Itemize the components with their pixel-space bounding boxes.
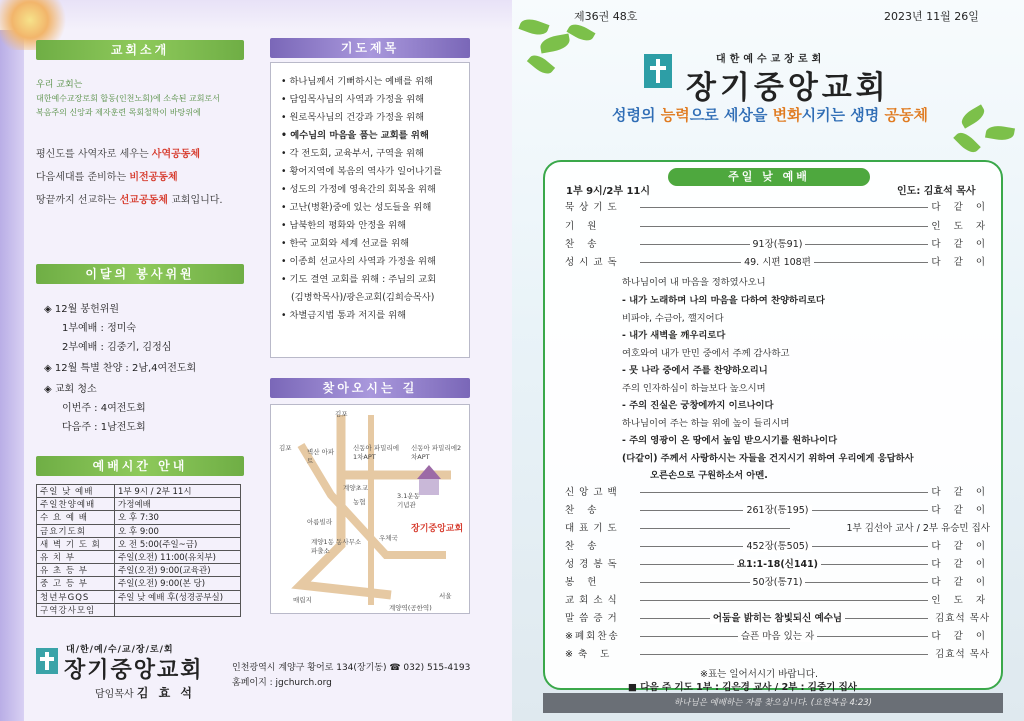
list-item: • 성도의 가정에 영육간의 회복을 위해 — [281, 184, 436, 195]
table-row: 주일찬양예배 가정예배 — [37, 498, 241, 511]
psalm-line: - 내가 새벽을 깨우리로다 — [622, 330, 726, 341]
footer-verse: 하나님은 예배하는 자를 찾으십니다. (요한복음 4:23) — [543, 693, 1003, 713]
order-row: 묵상기도 다 같 이 — [565, 202, 990, 213]
volume-number: 제36권 48호 — [574, 10, 638, 23]
list-item: • 하나님께서 기뻐하시는 예배를 위해 — [281, 76, 434, 87]
map-roads — [271, 405, 471, 615]
table-row: 유 치 부 주일(오전) 11:00(유치부) — [37, 550, 241, 563]
order-row: ※폐회찬송 슬픈 마음 있는 자 다 같 이 — [565, 631, 990, 642]
list-item: • 남북한의 평화와 안정을 위해 — [281, 220, 407, 231]
pastor-block: 담임목사 김 효 석 — [95, 686, 195, 700]
table-row: 새 벽 기 도 회 오 전 5:00(주일~금) — [37, 537, 241, 550]
homepage: 홈페이지 : jgchurch.org — [232, 678, 332, 688]
list-item: • 담임목사님의 사역과 가정을 위해 — [281, 94, 425, 105]
psalm-line: 오른손으로 구원하소서 아멘. — [650, 470, 768, 481]
lavender-band — [0, 0, 24, 721]
table-row: 금요기도회 오 후 9:00 — [37, 524, 241, 537]
psalm-line: 비파야, 수금아, 깰지어다 — [622, 313, 724, 324]
denomination-label: 대한예수교장로회 — [716, 54, 826, 65]
list-item: • 이종희 선교사의 사역과 가정을 위해 — [281, 256, 436, 267]
intro-text: 우리 교회는 대한예수교장로회 합동(인천노회)에 소속된 교회로서 복음주의 신앙과 제자훈련 목회철학이 바탕위에 — [36, 80, 220, 117]
volunteer-header: 이달의 봉사위원 — [36, 264, 244, 284]
map-header: 찾아오시는 길 — [270, 378, 470, 398]
psalm-line: 하나님이여 내 마음을 정하였사오니 — [622, 277, 766, 288]
order-row: 교회소식 인 도 자 — [565, 595, 990, 606]
prayer-list — [270, 62, 470, 358]
church-title: 장기중앙교회 — [686, 70, 890, 106]
list-item: • 원로목사님의 건강과 가정을 위해 — [281, 112, 425, 123]
service-header: 예배시간 안내 — [36, 456, 244, 476]
worship-time: 1부 9시/2부 11시 — [566, 186, 651, 197]
order-row: 찬 송 261장(통195) 다 같 이 — [565, 505, 990, 516]
order-row: 말씀증거 어둠을 밝히는 참빛되신 예수님 김효석 목사 — [565, 613, 990, 624]
motto: 성령의 능력으로 세상을 변화시키는 생명 공동체 — [612, 106, 928, 124]
order-row: 기 원 인 도 자 — [565, 221, 990, 232]
psalm-line: - 내가 노래하며 나의 마음을 다하여 찬양하리로다 — [622, 295, 825, 306]
church-marker: 장기중앙교회 — [411, 524, 464, 534]
list-item: • 기도 결연 교회를 위해 : 주님의 교회 — [281, 274, 437, 285]
denomination-label: 대/한/예/수/교/장/로/회 — [66, 645, 174, 655]
order-row: 찬 송 452장(통505) 다 같 이 — [565, 541, 990, 552]
order-row: ※축 도 김효석 목사 — [565, 649, 990, 660]
table-row: 주일 낮 예배 1부 9시 / 2부 11시 — [37, 485, 241, 498]
order-row: 대표기도 1부 김선아 교사 / 2부 유승민 집사 — [565, 523, 990, 534]
church-name: 장기중앙교회 — [64, 658, 204, 683]
location-map: 김포 김포 벽산 아파트 신동아 파밀리에1차APT 신동아 파밀리에2차APT 계양초교 농협 3.1운동 기념관 아름빌라 계양1동 동사무소 파출소 우체국 장기중앙교회 매립지 계양역(공한역) 서울 — [270, 404, 470, 614]
worship-leader: 인도: 김효석 목사 — [897, 186, 976, 197]
list-item: (김병학목사)/광은교회(김희승목사) — [291, 292, 435, 303]
table-row: 유 초 등 부 주일(오전) 9:00(교육관) — [37, 564, 241, 577]
table-row: 수 요 예 배 오 후 7:30 — [37, 511, 241, 524]
psalm-line: - 주의 진실은 궁창에까지 이르나이다 — [622, 400, 774, 411]
list-item: • 황어지역에 복음의 역사가 일어나기를 — [281, 166, 443, 177]
order-row: 봉 헌 50장(통71) 다 같 이 — [565, 577, 990, 588]
order-row: 성경봉독 요1:1-18(신141) 다 같 이 — [565, 559, 990, 570]
list-item: • 한국 교회와 세계 선교를 위해 — [281, 238, 410, 249]
cross-logo-icon — [644, 54, 672, 88]
psalm-line: 여호와여 내가 만민 중에서 주께 감사하고 — [622, 348, 790, 359]
service-table — [36, 484, 241, 617]
address: 인천광역시 계양구 황어로 134(장기동) ☎ 032) 515-4193 — [232, 663, 471, 673]
order-row: 신앙고백 다 같 이 — [565, 487, 990, 498]
list-item: • 각 전도회, 교육부서, 구역을 위해 — [281, 148, 424, 159]
order-row: 찬 송 91장(통91) 다 같 이 — [565, 239, 990, 250]
psalm-line: - 주의 영광이 온 땅에서 높임 받으시기를 원하나이다 — [622, 435, 838, 446]
psalm-line: 하나님이여 주는 하늘 위에 높이 들리시며 — [622, 418, 790, 429]
table-row: 중 고 등 부 주일(오전) 9:00(본 당) — [37, 577, 241, 590]
prayer-header: 기도제목 — [270, 38, 470, 58]
stand-note: ※표는 일어서시기 바랍니다. — [700, 669, 818, 680]
order-row: 성시교독 49. 시편 108편 다 같 이 — [565, 257, 990, 268]
table-row: 구역강사모임 — [37, 603, 241, 616]
intro-header: 교회소개 — [36, 40, 244, 60]
cross-logo-icon — [36, 648, 58, 674]
list-item: • 고난(병환)중에 있는 성도들을 위해 — [281, 202, 432, 213]
issue-date: 2023년 11월 26일 — [884, 10, 979, 23]
list-item: • 차별금지법 통과 저지를 위해 — [281, 310, 407, 321]
psalm-line: 주의 인자하심이 하늘보다 높으시며 — [622, 383, 766, 394]
worship-title: 주일 낮 예배 — [668, 168, 870, 186]
psalm-line: (다같이) 주께서 사랑하시는 자들을 건지시기 위하여 우리에게 응답하사 — [622, 453, 914, 464]
list-item: • 예수님의 마음을 품는 교회를 위해 — [281, 130, 429, 141]
next-week-prayer: ■ 다음 주 기도 1부 : 김은경 교사 / 2부 : 김중기 집사 — [628, 682, 857, 693]
psalm-line: - 뭇 나라 중에서 주를 찬양하오리니 — [622, 365, 768, 376]
intro-vision: 평신도를 사역자로 세우는 사역공동체 다음세대를 준비하는 비전공동체 땅끝까지 선교하는 선교공동체 교회입니다. — [36, 149, 223, 206]
table-row: 청년부GQS 주일 낮 예배 후(성경공부실) — [37, 590, 241, 603]
volunteer-list: ◈ 12월 봉헌위원 1부예배 : 정미숙 2부예배 : 김중기, 김정심 ◈ 12월 특별 찬양 : 2남,4여전도회 ◈ 교회 청소 이번주 : 4여전도회 다음주 : 1남전도회 — [44, 304, 197, 433]
